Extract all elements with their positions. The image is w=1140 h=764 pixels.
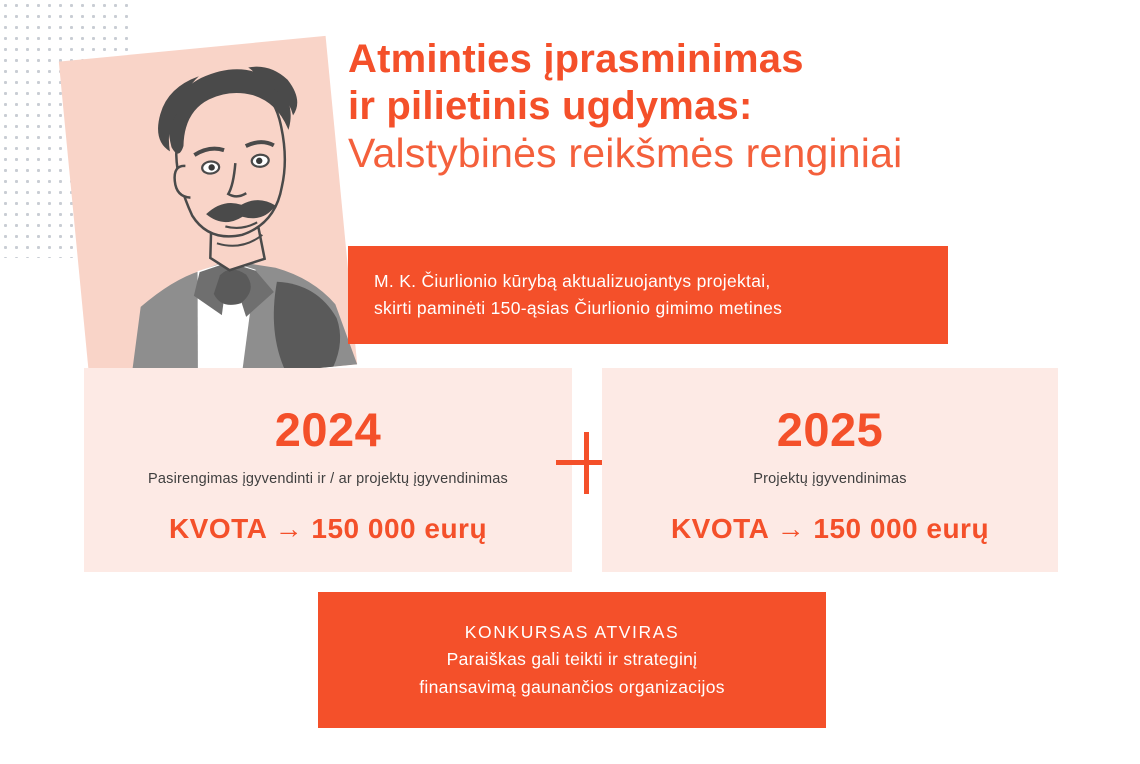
arrow-right-icon: → [776, 513, 806, 544]
quota-label: KVOTA [168, 513, 267, 544]
title-line-2: ir pilietinis ugdymas: [348, 84, 753, 128]
year-description: Pasirengimas įgyvendinti ir / ar projektų įgyvendinimas [148, 471, 508, 487]
ciurlionis-portrait-illustration [59, 36, 357, 390]
title-line-3: Valstybinės reikšmės renginiai [348, 130, 903, 176]
arrow-right-icon: → [274, 513, 304, 544]
footer-banner [318, 592, 826, 728]
year-panel-2024 [84, 368, 572, 572]
footer-line-1: Paraiškas gali teikti ir strateginį [446, 649, 698, 669]
subtitle-line-2: skirti paminėti 150-ąsias Čiurlionio gimimo metines [374, 298, 783, 318]
title-line-1: Atminties įprasminimas [348, 37, 804, 81]
portrait-card [59, 36, 357, 390]
year-label: 2024 [274, 403, 382, 456]
subtitle-banner [348, 246, 948, 344]
year-label: 2025 [776, 403, 884, 456]
quota-row [84, 515, 572, 543]
footer-heading: KONKURSAS ATVIRAS [464, 622, 680, 642]
year-description: Projektų įgyvendinimas [753, 471, 907, 487]
year-panel-2025 [602, 368, 1058, 572]
quota-value: 150 000 eurų [311, 513, 488, 544]
footer-line-2: finansavimą gaunančios organizacijos [419, 677, 725, 697]
quota-label: KVOTA [670, 513, 769, 544]
quota-value: 150 000 eurų [813, 513, 990, 544]
page-title [348, 36, 1108, 177]
subtitle-line-1: M. K. Čiurlionio kūrybą aktualizuojantys projektai, [374, 271, 771, 291]
quota-row [602, 515, 1058, 543]
